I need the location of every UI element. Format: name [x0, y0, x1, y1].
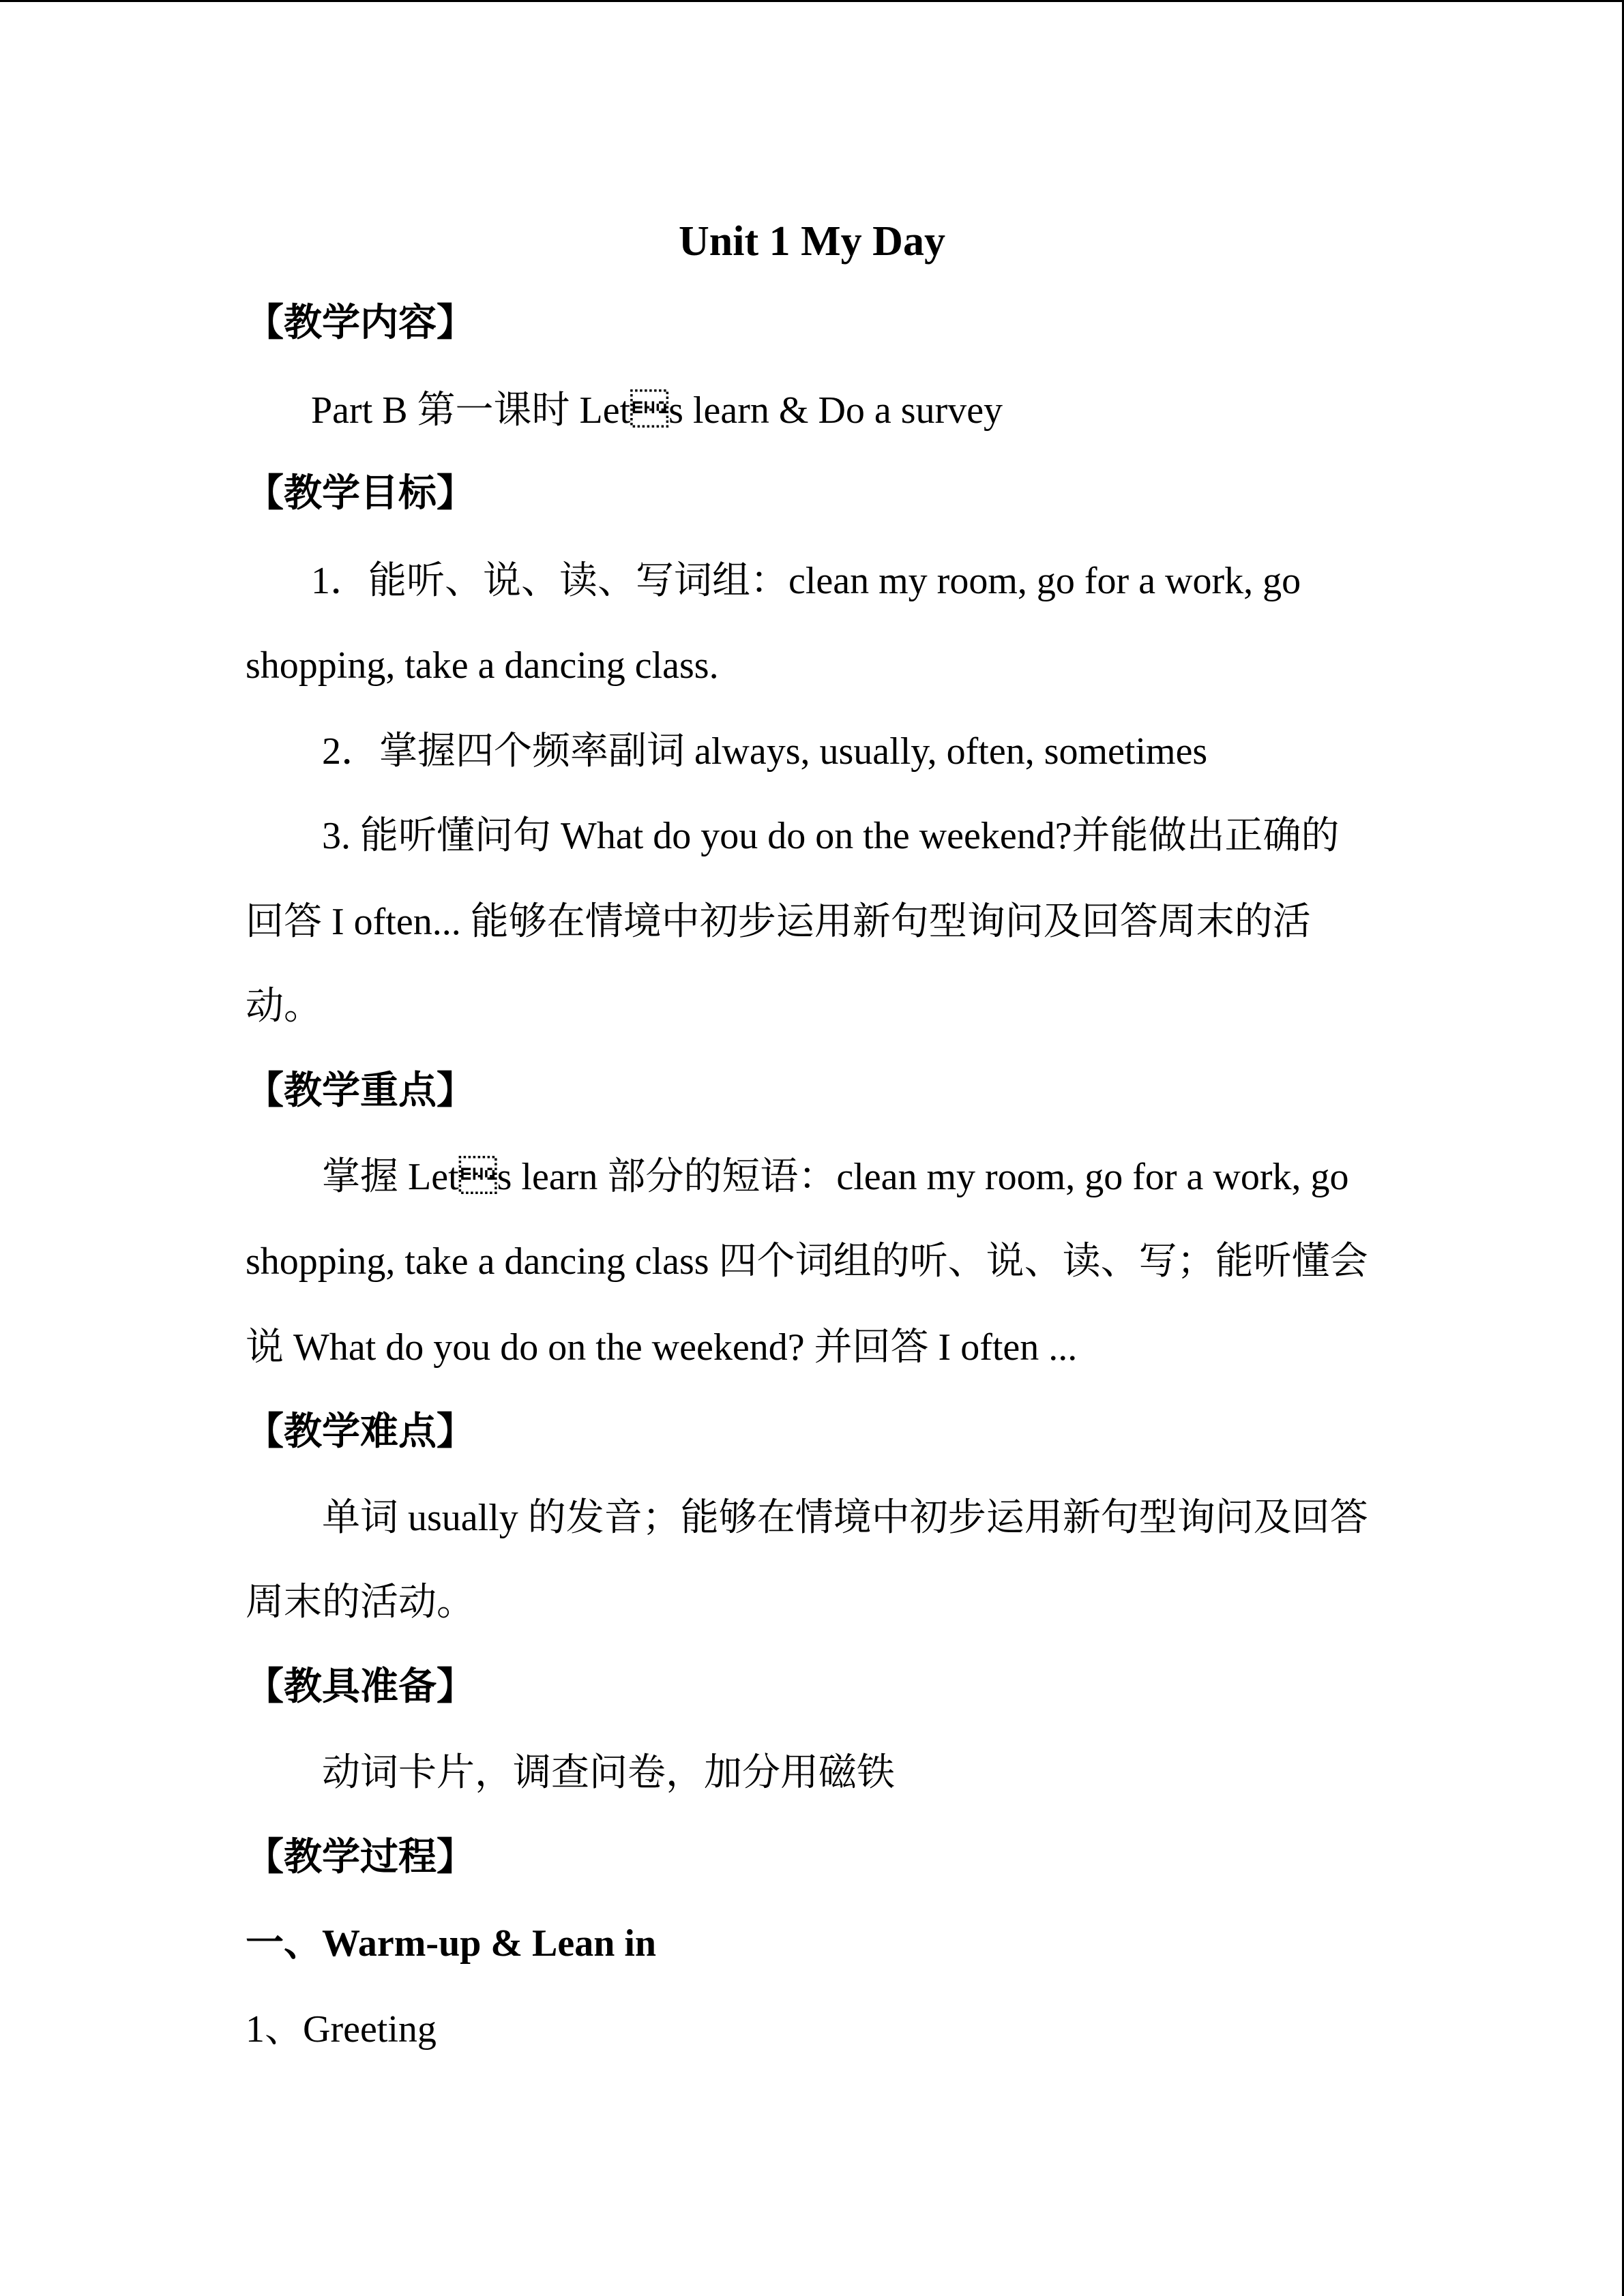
key-points-line-3: 说 What do you do on the weekend? 并回答 I often ... — [246, 1326, 1078, 1369]
goal-2: 2．掌握四个频率副词 always, usually, often, sometimes — [322, 730, 1208, 773]
key-points-heading: 【教学重点】 — [246, 1070, 475, 1112]
goal-3-line-1: 3. 能听懂问句 What do you do on the weekend?并能做出正确的 — [322, 815, 1340, 857]
content-text: Part B 第一课时 Lets learn & Do a survey — [311, 389, 1003, 432]
step-1-item-1: 1、Greeting — [246, 2008, 437, 2051]
teaching-process-heading: 【教学过程】 — [246, 1836, 475, 1879]
goal-3-line-2: 回答 I often... 能够在情境中初步运用新句型询问及回答周末的活 — [246, 901, 1311, 943]
difficult-points-line-2: 周末的活动。 — [246, 1581, 475, 1624]
difficult-points-line-1: 单词 usually 的发音；能够在情境中初步运用新句型询问及回答 — [322, 1497, 1368, 1539]
goals-heading: 【教学目标】 — [246, 473, 475, 515]
content-heading: 【教学内容】 — [246, 302, 475, 344]
difficult-points-heading: 【教学难点】 — [246, 1411, 475, 1453]
document-title: Unit 1 My Day — [679, 218, 945, 265]
teaching-tools-text: 动词卡片，调查问卷，加分用磁铁 — [322, 1752, 895, 1794]
teaching-tools-heading: 【教具准备】 — [246, 1666, 475, 1708]
key-points-line-1: 掌握 Lets learn 部分的短语：clean my room, go for a work, go — [322, 1156, 1349, 1198]
goal-1-line-1: 1．能听、说、读、写词组：clean my room, go for a work, go — [311, 560, 1301, 602]
goal-3-line-3: 动。 — [246, 985, 322, 1028]
key-points-line-2: shopping, take a dancing class 四个词组的听、说、读、写；能听懂会 — [246, 1240, 1368, 1283]
goal-1-line-2: shopping, take a dancing class. — [246, 644, 719, 687]
step-1-heading: 一、Warm-up & Lean in — [246, 1922, 657, 1965]
